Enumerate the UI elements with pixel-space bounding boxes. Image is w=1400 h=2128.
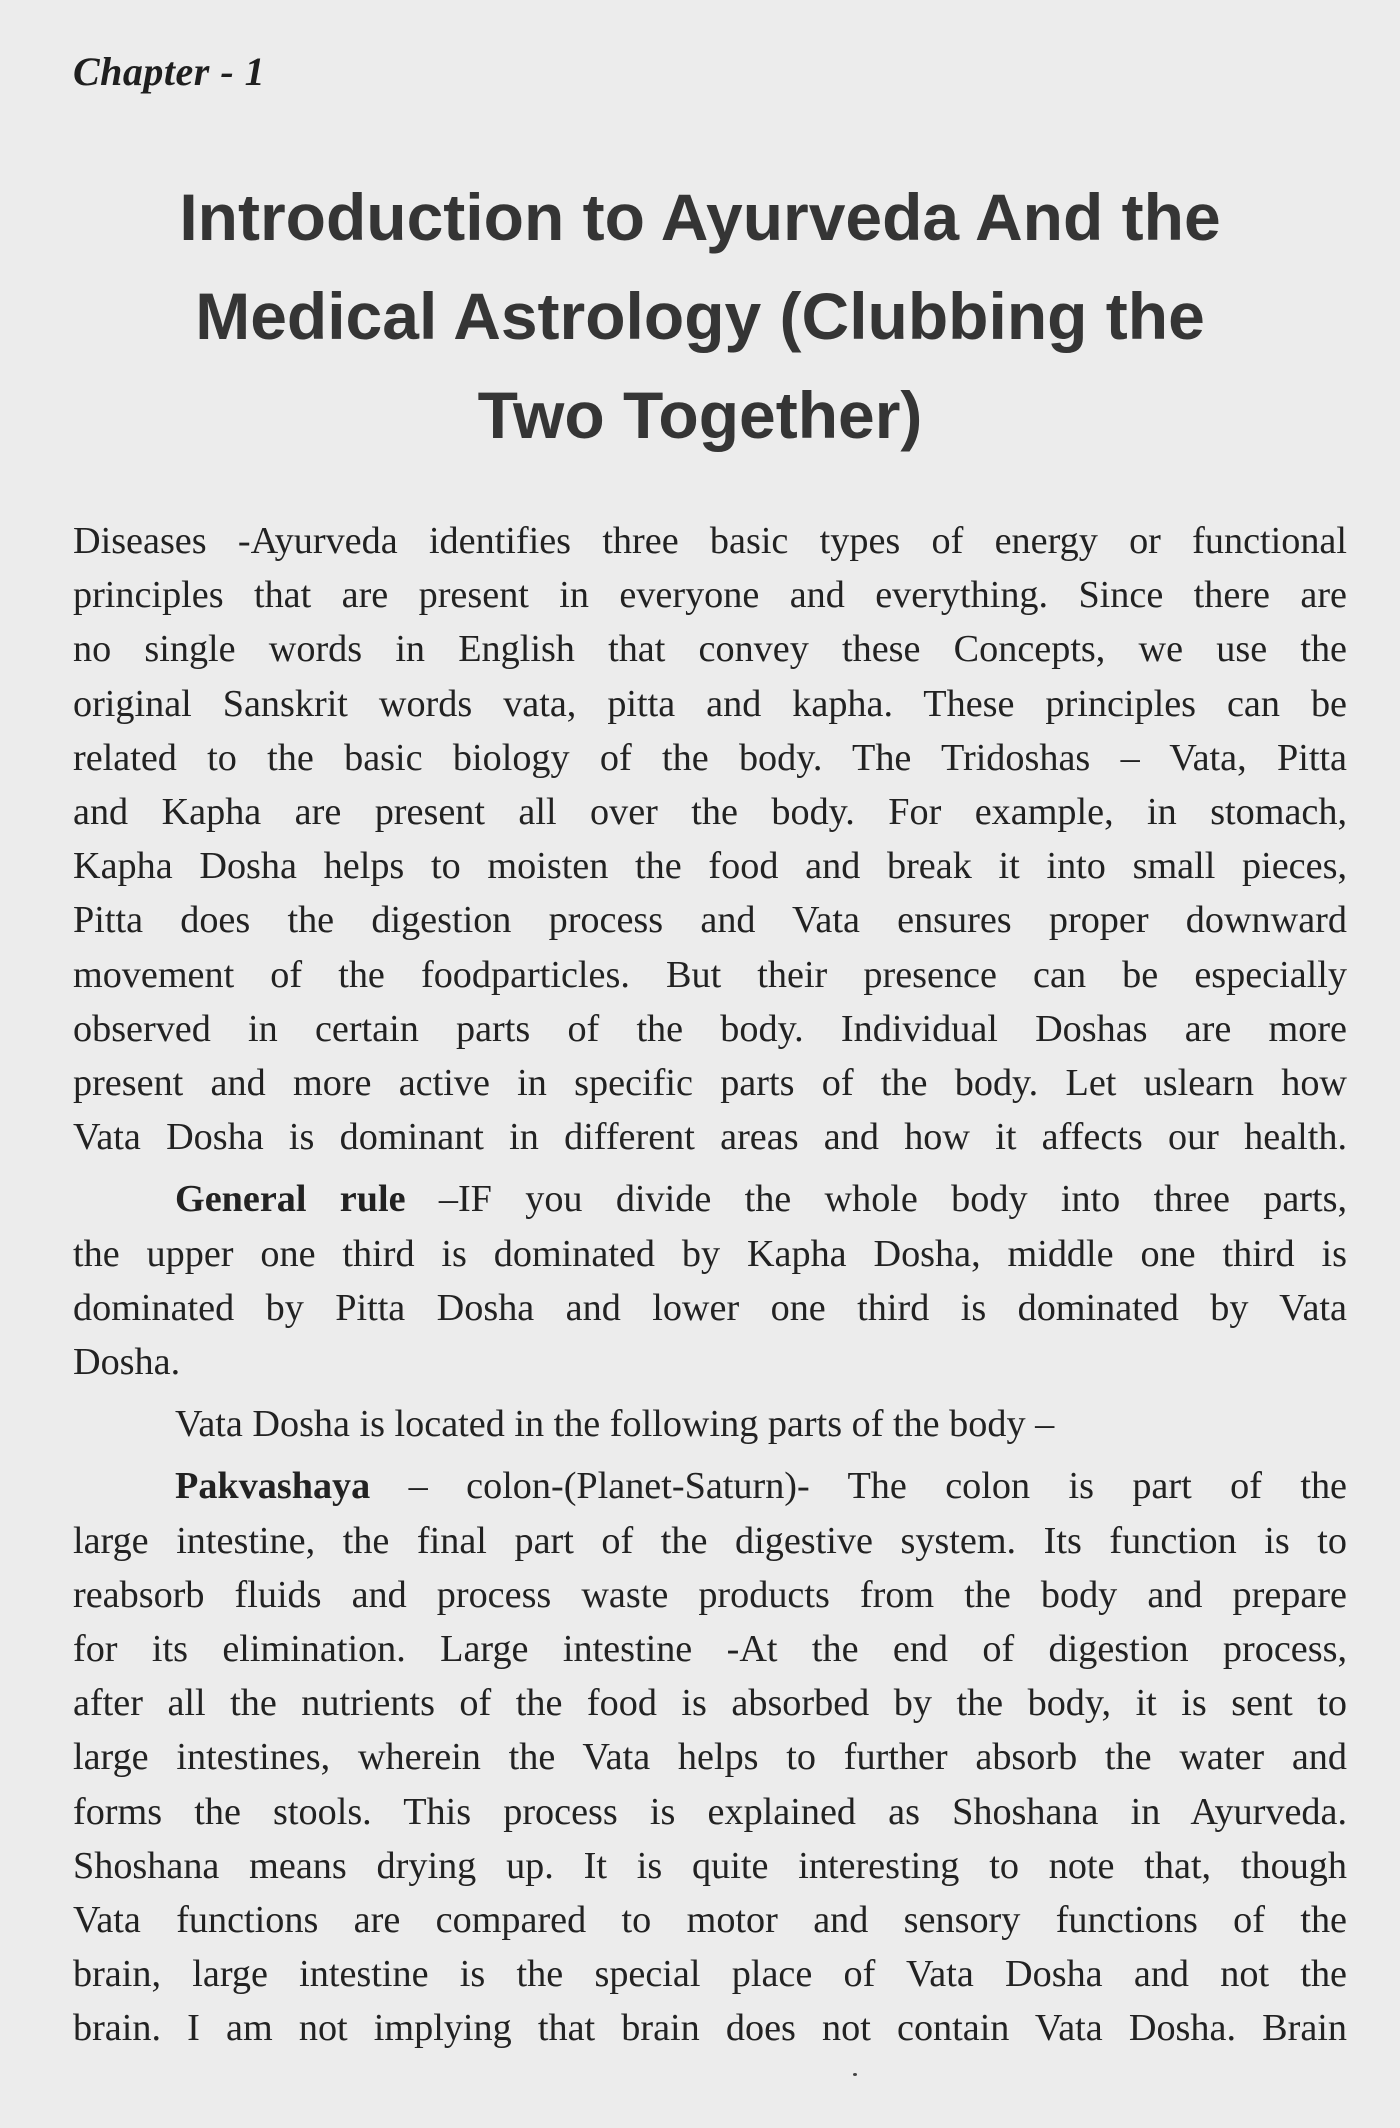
text-line [73,1172,1347,1226]
paragraph-pakvashaya [73,1459,1347,2055]
text-line: for its elimination. Large intestine -At the end of digestion process, [73,1628,1347,1671]
text-line: brain, large intestine is the special place of Vata Dosha and not the [73,1953,1347,1996]
text-line: reabsorb fluids and process waste products from the body and prepare [73,1573,1347,1616]
text-line: present and more active in specific parts of the body. Let uslearn how [73,1062,1347,1105]
text-line: Vata Dosha is located in the following parts of the body – [175,1403,1055,1446]
body-text [73,514,1347,2056]
text-line: related to the basic biology of the body. The Tridoshas – Vata, Pitta [73,736,1347,779]
paragraph-general-rule [73,1172,1347,1389]
text-line: movement of the foodparticles. But their presence can be especially [73,953,1347,996]
text-line: Dosha. [73,1341,181,1384]
text-line: Vata Dosha is dominant in different areas and how it affects our health. [73,1116,1347,1159]
text-line: and Kapha are present all over the body. For example, in stomach, [73,791,1347,834]
scan-speck [853,2073,857,2076]
text-line: Diseases -Ayurveda identifies three basic types of energy or functional [73,520,1347,562]
text-line: principles that are present in everyone and everything. Since there are [73,574,1347,617]
paragraph-diseases [73,514,1347,1164]
term-pakvashaya: Pakvashaya [175,1465,371,1508]
chapter-label: Chapter - 1 [73,49,266,94]
text-line: Kapha Dosha helps to moisten the food and break it into small pieces, [73,845,1347,888]
text-line: the upper one third is dominated by Kapha Dosha, middle one third is [73,1232,1347,1275]
text-line: forms the stools. This process is explained as Shoshana in Ayurveda. [73,1790,1347,1833]
text-fragment: – colon-(Planet-Saturn)- The colon is part of the [370,1465,1347,1508]
text-line: large intestines, wherein the Vata helps to further absorb the water and [73,1736,1347,1779]
text-line: original Sanskrit words vata, pitta and kapha. These principles can be [73,682,1347,725]
text-line: after all the nutrients of the food is absorbed by the body, it is sent to [73,1682,1347,1725]
text-line: large intestine, the final part of the digestive system. Its function is to [73,1519,1347,1562]
chapter-title-line: Two Together) [477,378,923,452]
chapter-title [90,168,1310,465]
text-line: dominated by Pitta Dosha and lower one third is dominated by Vata [73,1286,1347,1329]
paragraph-vata-location [73,1397,1347,1451]
chapter-title-line: Introduction to Ayurveda And the [179,180,1221,254]
text-fragment: –IF you divide the whole body into three parts, [405,1178,1347,1221]
term-general-rule: General rule [175,1178,406,1221]
text-line: Shoshana means drying up. It is quite interesting to note that, though [73,1844,1347,1887]
text-line: Pitta does the digestion process and Vata ensures proper downward [73,899,1347,942]
text-line: Vata functions are compared to motor and sensory functions of the [73,1899,1347,1942]
text-line [73,1459,1347,1513]
text-line: observed in certain parts of the body. Individual Doshas are more [73,1007,1347,1050]
chapter-title-line: Medical Astrology (Clubbing the [195,279,1205,353]
text-line: no single words in English that convey these Concepts, we use the [73,628,1347,671]
text-line: brain. I am not implying that brain does not contain Vata Dosha. Brain [73,2007,1347,2050]
